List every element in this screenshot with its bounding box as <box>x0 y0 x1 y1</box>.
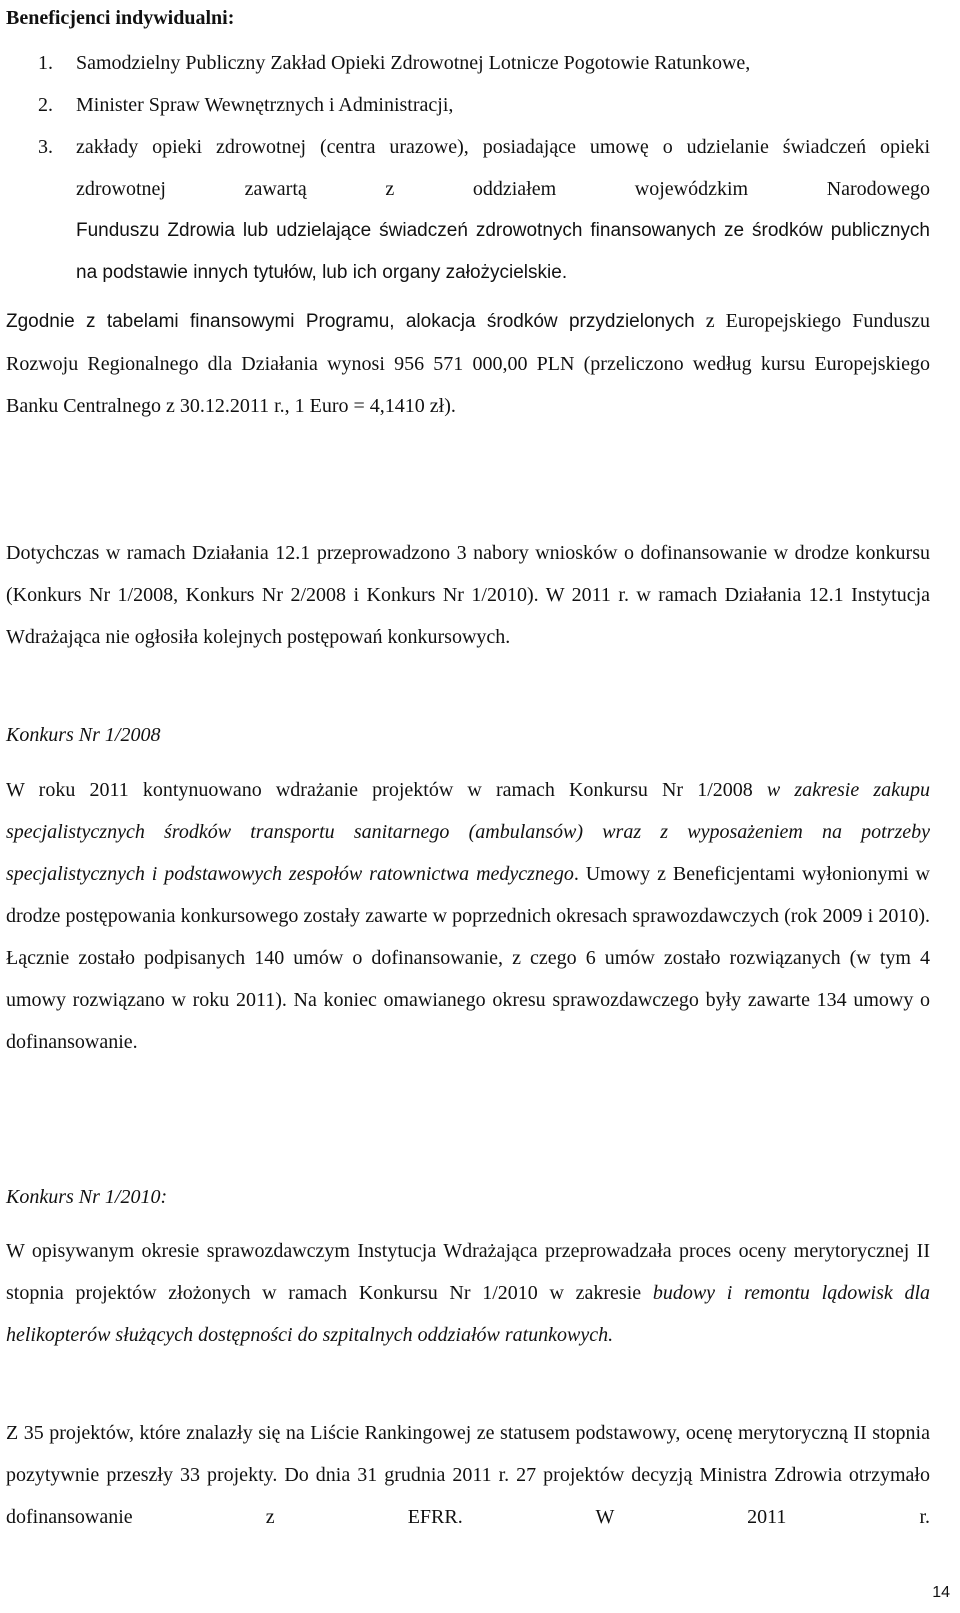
page-number: 14 <box>932 1584 950 1601</box>
list-item-text: Funduszu Zdrowia lub udzielające świadczeń zdrowotnych finansowanych ze środków publicznych na podstawie innych tytułów, lub ich organy założycielskie. <box>76 220 930 283</box>
allocation-paragraph <box>6 300 930 427</box>
list-number: 1. <box>38 52 53 74</box>
konkurs-2008-text: W roku 2011 kontynuowano wdrażanie projektów w ramach Konkursu Nr 1/2008 <box>6 779 767 801</box>
konkurs-2010-title: Konkurs Nr 1/2010: <box>6 1186 168 1208</box>
konkurs-2008-details: . Umowy z Beneficjentami wyłonionymi w drodze postępowania konkursowego zostały zawarte w poprzednich okresach sprawozdawczych (rok 2009 i 2010). Łącznie zostało podpisanych 140 umów o dofinansowanie, z czego 6 umów zostało rozwiązanych (w tym 4 umowy rozwiązano w roku 2011). Na koniec omawianego okresu sprawozdawczego były zawarte 134 umowy o dofinansowanie. <box>6 863 930 1053</box>
list-item-text: Samodzielny Publiczny Zakład Opieki Zdrowotnej Lotnicze Pogotowie Ratunkowe, <box>76 52 751 74</box>
konkurs-2010-results-paragraph: Z 35 projektów, które znalazły się na Liście Rankingowej ze statusem podstawowy, ocenę merytoryczną II stopnia pozytywnie przeszły 33 projekty. Do dnia 31 grudnia 2011 r. 27 projektów decyzją Ministra Zdrowia otrzymało dofinansowanie z EFRR. W 2011 r. <box>6 1422 930 1528</box>
konkurs-2010-scope: budowy i remontu lądowisk dla helikopterów służących dostępności do szpitalnych oddziałów ratunkowych. <box>6 1282 930 1346</box>
allocation-first-line: Zgodnie z tabelami finansowymi Programu, alokacja środków przydzielonych <box>6 311 695 332</box>
list-item <box>6 42 930 84</box>
konkurs-2010-text: W opisywanym okresie sprawozdawczym Instytucja Wdrażająca przeprowadzała proces oceny merytorycznej II stopnia projektów złożonych w ramach Konkursu Nr 1/2010 w zakresie <box>6 1240 930 1304</box>
konkurs-2008-paragraph <box>6 769 930 1063</box>
summary-paragraph: Dotychczas w ramach Działania 12.1 przeprowadzono 3 nabory wniosków o dofinansowanie w drodze konkursu (Konkurs Nr 1/2008, Konkurs Nr 2/2008 i Konkurs Nr 1/2010). W 2011 r. w ramach Działania 12.1 Instytucja Wdrażająca nie ogłosiła kolejnych postępowań konkursowych. <box>6 542 930 648</box>
list-number: 2. <box>38 94 53 116</box>
konkurs-2010-paragraph <box>6 1230 930 1356</box>
beneficiaries-list <box>6 42 930 294</box>
section-heading: Beneficjenci indywidualni: <box>6 7 235 29</box>
list-item <box>6 126 930 210</box>
list-item <box>6 84 930 126</box>
list-item-text: zakłady opieki zdrowotnej (centra urazowe), posiadające umowę o udzielanie świadczeń opieki zdrowotnej zawartą z oddziałem wojewódzkim Narodowego <box>76 136 930 200</box>
list-item-text: Minister Spraw Wewnętrznych i Administracji, <box>76 94 454 116</box>
allocation-rest: z Europejskiego Funduszu Rozwoju Regionalnego dla Działania wynosi 956 571 000,00 PLN (przeliczono według kursu Europejskiego Banku Centralnego z 30.12.2011 r., 1 Euro = 4,1410 zł). <box>6 310 931 417</box>
list-number: 3. <box>38 136 53 158</box>
konkurs-2008-scope: w zakresie zakupu specjalistycznych środków transportu sanitarnego (ambulansów) wraz z wyposażeniem na potrzeby specjalistycznych i podstawowych zespołów ratownictwa medycznego <box>6 779 930 885</box>
konkurs-2008-title: Konkurs Nr 1/2008 <box>6 724 161 746</box>
list-item-continuation <box>6 210 930 294</box>
